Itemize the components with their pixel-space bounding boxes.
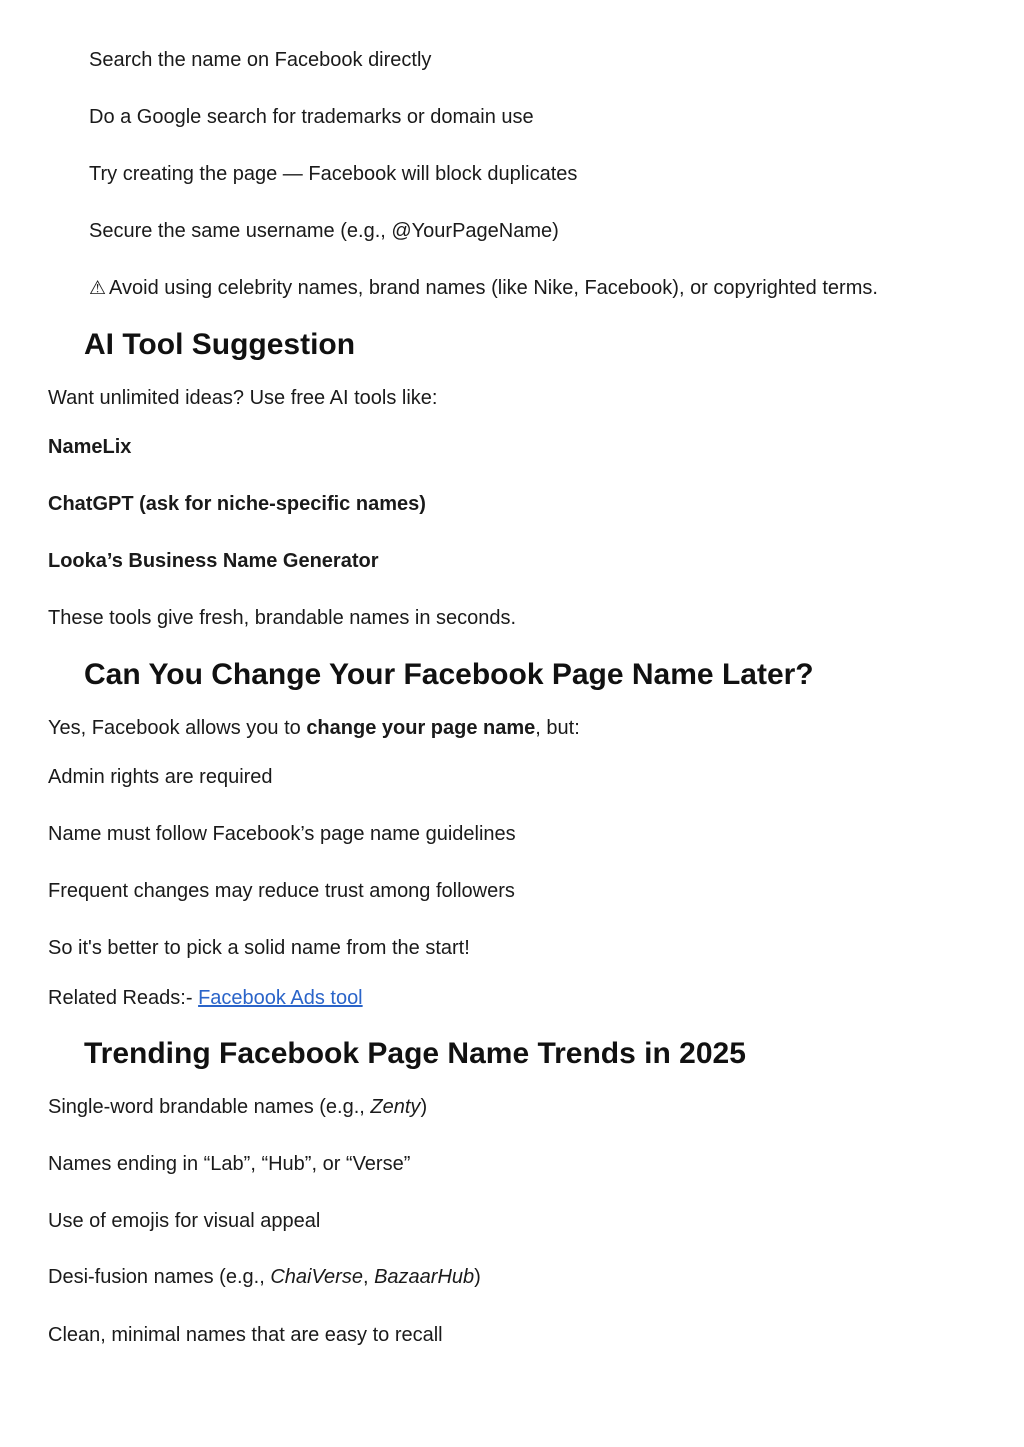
warning-text: Avoid using celebrity names, brand names (like Nike, Facebook), or copyrighted terms. <box>109 277 878 299</box>
check-item-try-creating: Try creating the page — Facebook will block duplicates <box>89 163 578 185</box>
change-intro-bold: change your page name <box>306 717 536 739</box>
trend-item-emojis: Use of emojis for visual appeal <box>48 1210 321 1232</box>
trend-item4-sep: , <box>362 1266 375 1288</box>
related-reads-label: Related Reads:- <box>48 987 199 1009</box>
trend-item-desi-fusion <box>48 1265 481 1289</box>
check-item-google-search: Do a Google search for trademarks or domain use <box>89 106 534 128</box>
heading-ai-tool-suggestion: AI Tool Suggestion <box>84 328 356 361</box>
trend-item4-close: ) <box>474 1266 481 1288</box>
warning-note <box>89 276 878 300</box>
change-intro-before: Yes, Facebook allows you to <box>48 717 307 739</box>
ai-tool-chatgpt: ChatGPT (ask for niche-specific names) <box>48 493 426 515</box>
ai-tool-looka: Looka’s Business Name Generator <box>48 550 379 572</box>
trend-item4-example1: ChaiVerse <box>270 1266 363 1288</box>
heading-trending-names-2025: Trending Facebook Page Name Trends in 2025 <box>84 1037 746 1070</box>
change-point-admin: Admin rights are required <box>48 766 273 788</box>
trend-item-minimal: Clean, minimal names that are easy to recall <box>48 1324 443 1346</box>
trend-item-endings: Names ending in “Lab”, “Hub”, or “Verse” <box>48 1153 411 1175</box>
change-intro-after: , but: <box>535 717 580 739</box>
ai-tool-namelix: NameLix <box>48 436 132 458</box>
check-item-facebook-search: Search the name on Facebook directly <box>89 49 432 71</box>
check-item-username: Secure the same username (e.g., @YourPageName) <box>89 220 559 242</box>
trend-item1-text: Single-word brandable names (e.g., <box>48 1096 371 1118</box>
trend-item-single-word <box>48 1095 427 1119</box>
ai-outro: These tools give fresh, brandable names in seconds. <box>48 607 517 629</box>
related-reads <box>48 986 363 1010</box>
change-point-guidelines: Name must follow Facebook’s page name guidelines <box>48 823 516 845</box>
warning-icon: ⚠ <box>89 277 107 299</box>
heading-change-page-name: Can You Change Your Facebook Page Name Later? <box>84 658 814 691</box>
change-point-trust: Frequent changes may reduce trust among followers <box>48 880 515 902</box>
trend-item4-example2: BazaarHub <box>374 1266 475 1288</box>
ai-intro: Want unlimited ideas? Use free AI tools like: <box>48 387 438 409</box>
trend-item4-text: Desi-fusion names (e.g., <box>48 1266 271 1288</box>
trend-item1-close: ) <box>420 1096 428 1118</box>
change-intro <box>48 716 580 740</box>
change-outro: So it's better to pick a solid name from the start! <box>48 937 470 959</box>
related-link-facebook-ads-tool[interactable]: Facebook Ads tool <box>198 987 363 1009</box>
trend-item1-example: Zenty <box>370 1096 421 1118</box>
